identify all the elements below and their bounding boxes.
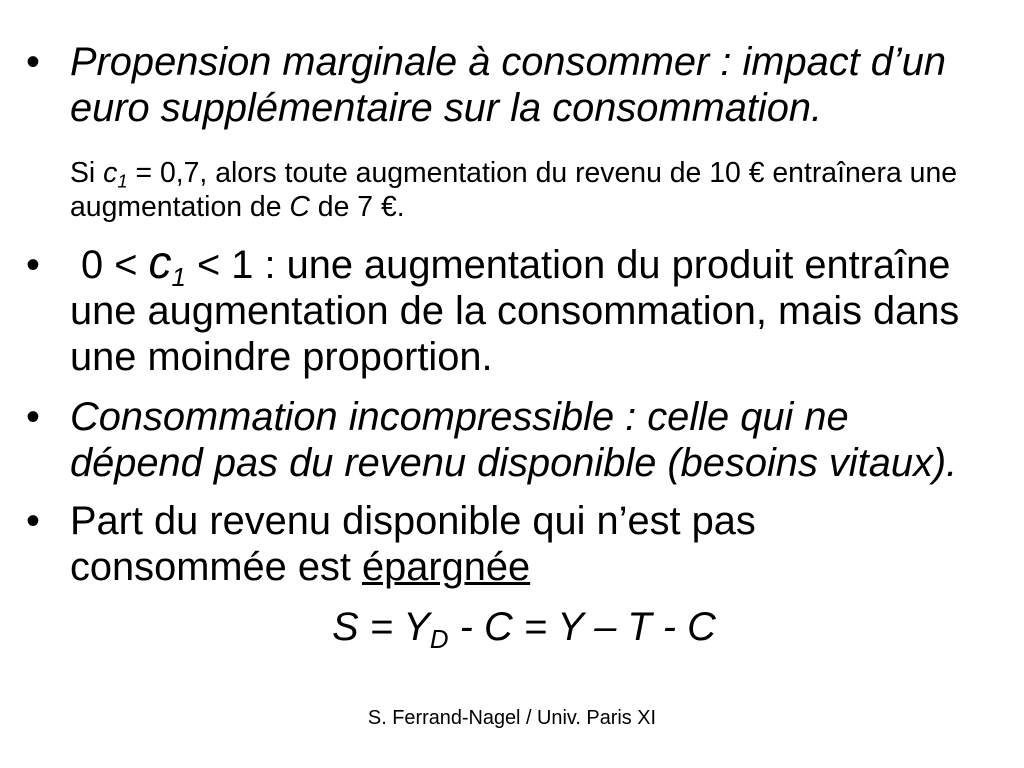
subscript-1: 1 bbox=[171, 263, 186, 292]
bullet-text bbox=[70, 236, 960, 380]
bullet-line: une moindre proportion. bbox=[70, 335, 493, 379]
bullet-text bbox=[70, 498, 756, 590]
example-paragraph bbox=[70, 156, 957, 224]
savings-formula bbox=[70, 604, 978, 654]
variable-c: c bbox=[148, 236, 172, 288]
bullet-line: euro supplémentaire sur la consommation. bbox=[70, 86, 823, 130]
example-text: augmentation de bbox=[70, 191, 290, 223]
example-text: de 7 €. bbox=[309, 191, 405, 223]
bullet-marker: • bbox=[26, 243, 40, 287]
subscript-D: D bbox=[429, 625, 449, 654]
bullet-line: une augmentation de la consommation, mais dans bbox=[70, 289, 960, 333]
bullet-text-segment: < 1 : une augmentation du produit entraîne bbox=[185, 243, 951, 287]
bullet-line: Propension marginale à consommer : impact d’un bbox=[70, 40, 946, 84]
bullet-text-segment: consommée est bbox=[70, 545, 362, 589]
bullet-line bbox=[70, 544, 756, 590]
example-text: = 0,7, alors toute augmentation du revenu de 10 € entraînera une bbox=[127, 157, 958, 189]
bullet-text-segment: 0 < bbox=[70, 243, 149, 287]
bullet-text bbox=[70, 39, 946, 131]
bullet-line: dépend pas du revenu disponible (besoins vitaux). bbox=[70, 441, 958, 485]
example-line bbox=[70, 156, 957, 190]
example-text: Si bbox=[70, 157, 104, 189]
bullet-text bbox=[70, 394, 957, 486]
slide-footer: S. Ferrand-Nagel / Univ. Paris XI bbox=[367, 707, 657, 729]
bullet-marker: • bbox=[26, 499, 40, 543]
variable-C: C bbox=[289, 191, 310, 223]
bullet-line: Consommation incompressible : celle qui ne bbox=[70, 395, 849, 439]
bullet-line: Part du revenu disponible qui n’est pas bbox=[70, 499, 756, 543]
variable-c: c bbox=[103, 157, 118, 189]
subscript-1: 1 bbox=[117, 170, 128, 192]
formula-text: S = Y bbox=[332, 605, 430, 649]
formula-text: - C = Y – T - C bbox=[448, 605, 716, 649]
bullet-marker: • bbox=[26, 395, 40, 439]
bullet-marker: • bbox=[26, 40, 40, 84]
underlined-term: épargnée bbox=[361, 545, 531, 589]
example-line bbox=[70, 190, 957, 224]
bullet-line bbox=[70, 236, 959, 292]
